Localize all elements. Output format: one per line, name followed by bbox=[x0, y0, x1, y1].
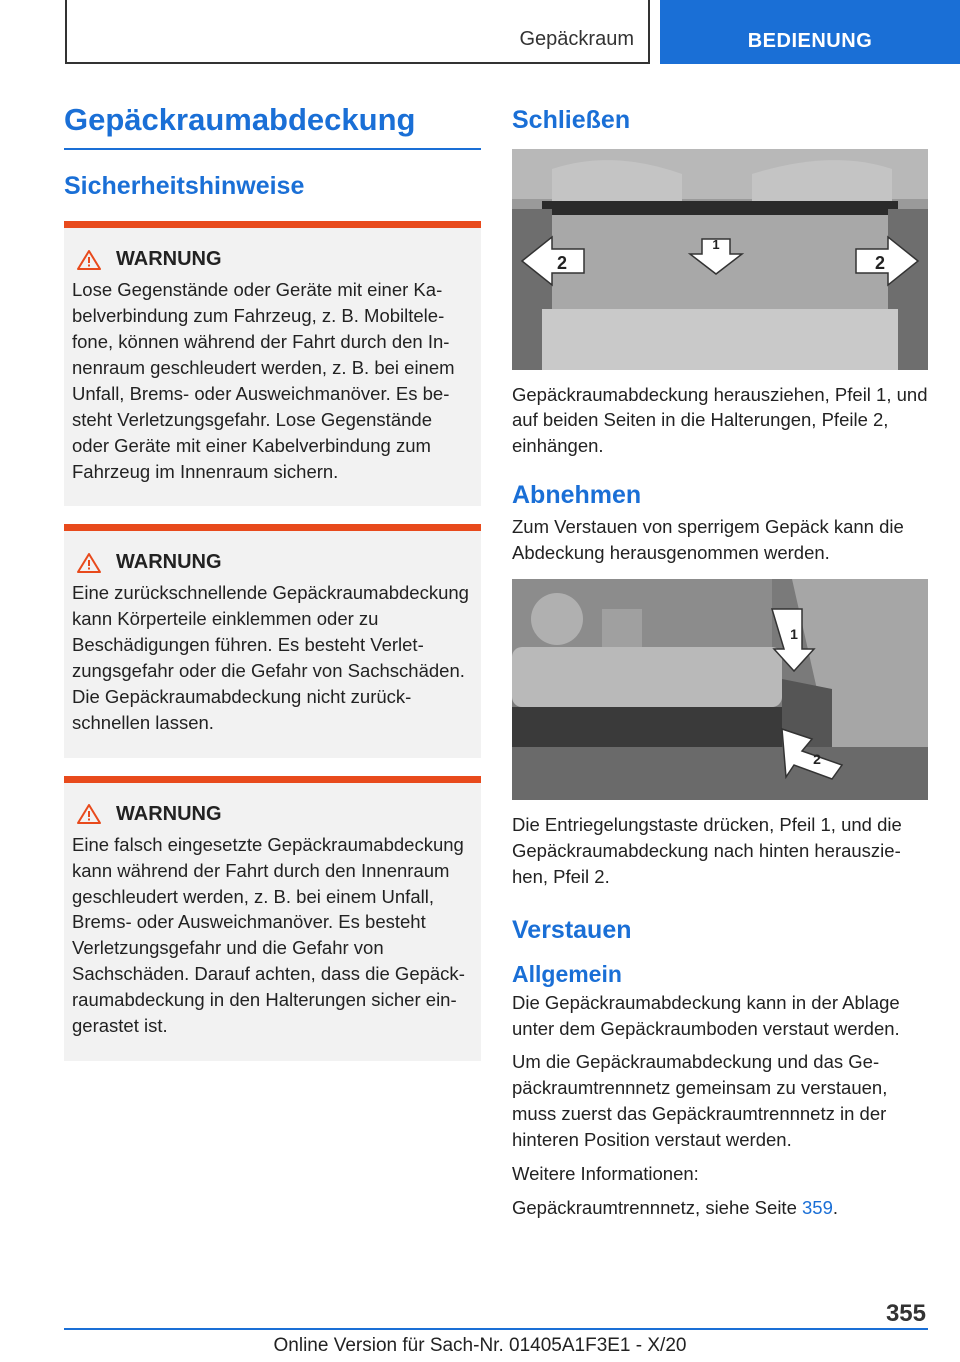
warning-text-1: Lose Gegenstände oder Geräte mit einer Kabelverbindung zum Fahrzeug, z. B. Mobiltelefone, können während der Fahrt durch den Innenraum geschleudert werden, z. B. bei einem Unfall, Brems- oder Ausweichmanöver. Es besteht Verletzungsgefahr. Lose Gegenstände oder Geräte mit einer Kabelverbindung zum Fahrzeug im Innenraum sichern. bbox=[72, 279, 455, 482]
photo2-arrow-label-1: 1 bbox=[790, 626, 798, 643]
warning-text-3: Eine falsch eingesetzte Gepäckraumabdeckung kann während der Fahrt durch den Innenraum geschleudert werden, z. B. bei einem Unfall, Brems- oder Ausweichmanöver. Es besteht Verletzungsgefahr und die Gefahr von Sachschäden. Darauf achten, dass die Gepäckraumabdeckung in den Halterungen sicher eingerastet ist. bbox=[72, 833, 465, 1036]
stow-heading: Verstauen bbox=[512, 916, 632, 945]
title-divider bbox=[64, 148, 481, 150]
warning-title-2 bbox=[76, 551, 473, 574]
page-reference-link[interactable]: 359 bbox=[802, 1196, 833, 1218]
footer-online-version: Online Version für Sach-Nr. 01405A1F3E1 - X/20 bbox=[273, 1335, 687, 1356]
photo-luggage-cover-closing bbox=[512, 149, 928, 370]
right-column bbox=[512, 100, 928, 1221]
warning-text-2: Eine zurückschnellende Gepäckraumabdeckung kann Körperteile einklemmen oder zu Beschädigungen führen. Es besteht Verletzungsgefahr oder die Gefahr von Sachschäden. Die Gepäckraumabdeckung nicht zurückschnellen lassen. bbox=[72, 582, 469, 733]
photo1-arrow-label-2-right: 2 bbox=[874, 252, 886, 273]
reference-text: Gepäckraumtrennnetz, siehe Seite bbox=[512, 1196, 802, 1218]
warning-label-3: WARNUNG bbox=[116, 802, 222, 825]
photo2-arrow-label-2: 2 bbox=[813, 751, 821, 768]
warning-box-3 bbox=[64, 776, 481, 1061]
photo1-arrow-label-1: 1 bbox=[712, 236, 720, 252]
header-section-label: Gepäckraum bbox=[519, 28, 634, 50]
close-heading: Schließen bbox=[512, 106, 631, 134]
general-paragraph-1: Die Gepäckraumabdeckung kann in der Ablage unter dem Gepäckraumboden verstaut werden. bbox=[512, 991, 900, 1039]
header-section-tab bbox=[65, 0, 650, 64]
remove-text: Zum Verstauen von sperrigem Gepäck kann die Abdeckung herausgenommen werden. bbox=[512, 515, 904, 563]
close-caption: Gepäckraumabdeckung herausziehen, Pfeil 1, und auf beiden Seiten in die Halterungen, Pfeile 2, einhängen. bbox=[512, 383, 928, 457]
general-heading: Allgemein bbox=[512, 960, 622, 987]
reference-end: . bbox=[832, 1196, 839, 1218]
remove-heading: Abnehmen bbox=[512, 481, 642, 510]
warning-triangle-icon bbox=[76, 803, 102, 825]
general-paragraph-3: Weitere Informationen: bbox=[512, 1162, 699, 1184]
safety-heading: Sicherheitshinweise bbox=[64, 172, 305, 201]
warning-box-2 bbox=[64, 524, 481, 757]
warning-title-3 bbox=[76, 803, 473, 826]
page-title: Gepäckraumabdeckung bbox=[64, 102, 416, 137]
photo1-arrow-label-2-left: 2 bbox=[556, 252, 568, 273]
remove-caption: Die Entriegelungstaste drücken, Pfeil 1, und die Gepäckraumabdeckung nach hinten herausziehen, Pfeil 2. bbox=[512, 814, 902, 888]
footer-divider bbox=[64, 1328, 928, 1330]
warning-label-1: WARNUNG bbox=[116, 248, 222, 271]
photo-illustration-1 bbox=[512, 149, 928, 370]
general-paragraph-2: Um die Gepäckraumabdeckung und das Gepäckraumtrennnetz gemeinsam zu verstauen, muss zuerst das Gepäckraumtrennnetz in der hinteren Position verstaut werden. bbox=[512, 1051, 888, 1151]
page-number: 355 bbox=[885, 1300, 926, 1327]
warning-box-1 bbox=[64, 221, 481, 506]
header-chapter-tab bbox=[660, 0, 960, 64]
warning-triangle-icon bbox=[76, 552, 102, 574]
warning-label-2: WARNUNG bbox=[116, 551, 222, 574]
left-column bbox=[64, 100, 481, 1061]
warning-triangle-icon bbox=[76, 249, 102, 271]
reference-line bbox=[512, 1195, 928, 1221]
photo-luggage-cover-removal bbox=[512, 579, 928, 800]
warning-title-1 bbox=[76, 248, 473, 271]
photo-illustration-2 bbox=[512, 579, 928, 800]
header-chapter-label: BEDIENUNG bbox=[747, 30, 873, 52]
